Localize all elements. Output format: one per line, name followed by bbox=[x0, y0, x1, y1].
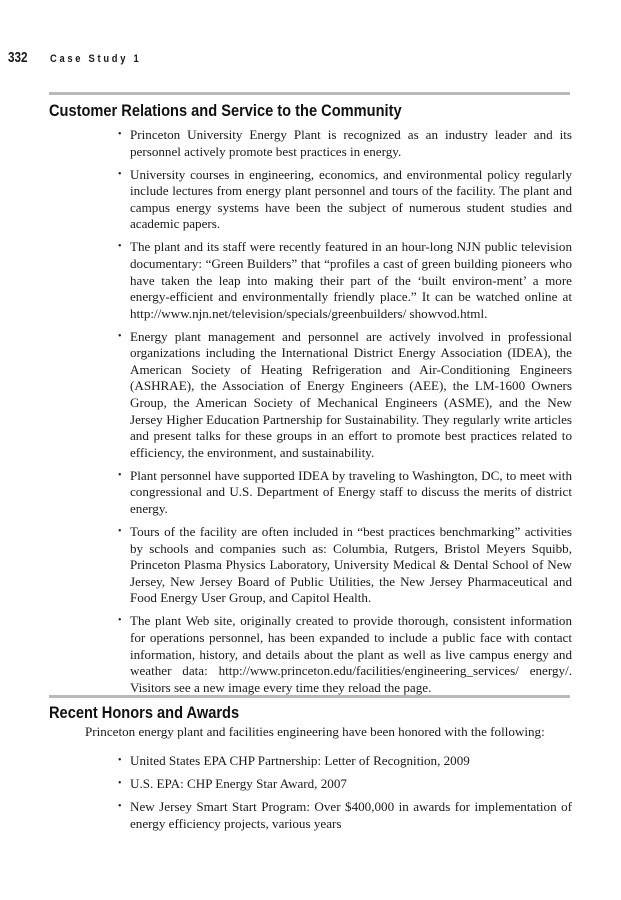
chapter-title: Case Study 1 bbox=[50, 53, 142, 65]
honors-intro: Princeton energy plant and facilities engineering have been honored with the following: bbox=[85, 724, 545, 739]
bullet-icon: • bbox=[118, 129, 122, 140]
list-item-text: Princeton University Energy Plant is recognized as an industry leader and its personnel actively promote best practices in energy. bbox=[130, 127, 572, 159]
honors-list bbox=[118, 753, 572, 839]
bullet-icon: • bbox=[118, 469, 122, 481]
bullet-icon: • bbox=[118, 615, 122, 627]
list-item-text: New Jersey Smart Start Program: Over $400,000 in awards for implementation of energy efficiency projects, various years bbox=[130, 798, 572, 831]
list-item bbox=[118, 776, 572, 793]
page-number: 332 bbox=[8, 49, 28, 66]
list-item bbox=[118, 753, 572, 770]
section-heading-honors-awards: Recent Honors and Awards bbox=[49, 703, 240, 722]
list-item-text: University courses in engineering, economics, and environmental policy regularly include lectures from energy plant personnel and tours of the facility. The plant and campus energy systems have been the subject of numerous student studies and academic papers. bbox=[130, 166, 572, 232]
bullet-icon: • bbox=[118, 168, 122, 180]
bullet-icon: • bbox=[118, 777, 122, 789]
list-item-text: Tours of the facility are often included in “best practices benchmarking” activities by schools and companies such as: Columbia, Rutgers, Bristol Meyers Squibb, Princeton Plasma Physics Laboratory, University Medical & Dental School of New Jersey, New Jersey Board of Public Utilities, the New Jersey Pharmaceutical and Food Energy User Group, and Capitol Health. bbox=[130, 524, 572, 606]
bullet-icon: • bbox=[118, 526, 122, 538]
bullet-icon: • bbox=[118, 241, 122, 253]
bullet-icon: • bbox=[118, 800, 122, 812]
list-item bbox=[118, 468, 572, 518]
list-item bbox=[118, 167, 572, 233]
section-rule bbox=[49, 92, 570, 95]
list-item-text: United States EPA CHP Partnership: Letter of Recognition, 2009 bbox=[130, 753, 470, 768]
section-heading-customer-relations: Customer Relations and Service to the Community bbox=[49, 101, 402, 120]
list-item bbox=[118, 613, 572, 696]
list-item bbox=[118, 799, 572, 832]
customer-relations-list bbox=[118, 127, 572, 703]
list-item bbox=[118, 239, 572, 322]
list-item-text: The plant and its staff were recently featured in an hour-long NJN public television documentary: “Green Builders” that “profiles a cast of green building pioneers who have taken the leap into making their part of the ‘built environ-ment’ a more energy-efficient and environmentally friendly place.” It can be watched online at http://www.njn.net/television/specials/greenbuilders/ showvod.html. bbox=[130, 239, 572, 321]
section-rule bbox=[49, 695, 570, 698]
bullet-icon: • bbox=[118, 755, 122, 766]
list-item-text: The plant Web site, originally created to provide thorough, consistent information for operations personnel, has been expanded to include a public face with contact information, history, and details about the plant as well as live campus energy and weather data: http://www.princeton.edu/facilities/engineering_services/ energy/. Visitors see a new image every time they reload the page. bbox=[130, 613, 572, 695]
list-item bbox=[118, 524, 572, 607]
list-item bbox=[118, 127, 572, 160]
running-head bbox=[8, 49, 157, 69]
list-item-text: Energy plant management and personnel are actively involved in professional organizations including the International District Energy Association (IDEA), the American Society of Heating Refrigeration and Air-Conditioning Engineers (ASHRAE), the Association of Energy Engineers (AEE), the LM-1600 Owners Group, the American Society of Mechanical Engineers (ASME), and the New Jersey Higher Education Partnership for Sustainability. They regularly write articles and present talks for these groups in an effort to promote best practices related to efficiency, the environment, and sustainability. bbox=[130, 328, 572, 460]
bullet-icon: • bbox=[118, 330, 122, 342]
list-item bbox=[118, 329, 572, 462]
list-item-text: U.S. EPA: CHP Energy Star Award, 2007 bbox=[130, 775, 347, 791]
list-item-text: Plant personnel have supported IDEA by traveling to Washington, DC, to meet with congressional and U.S. Department of Energy staff to discuss the merits of district energy. bbox=[130, 467, 572, 517]
